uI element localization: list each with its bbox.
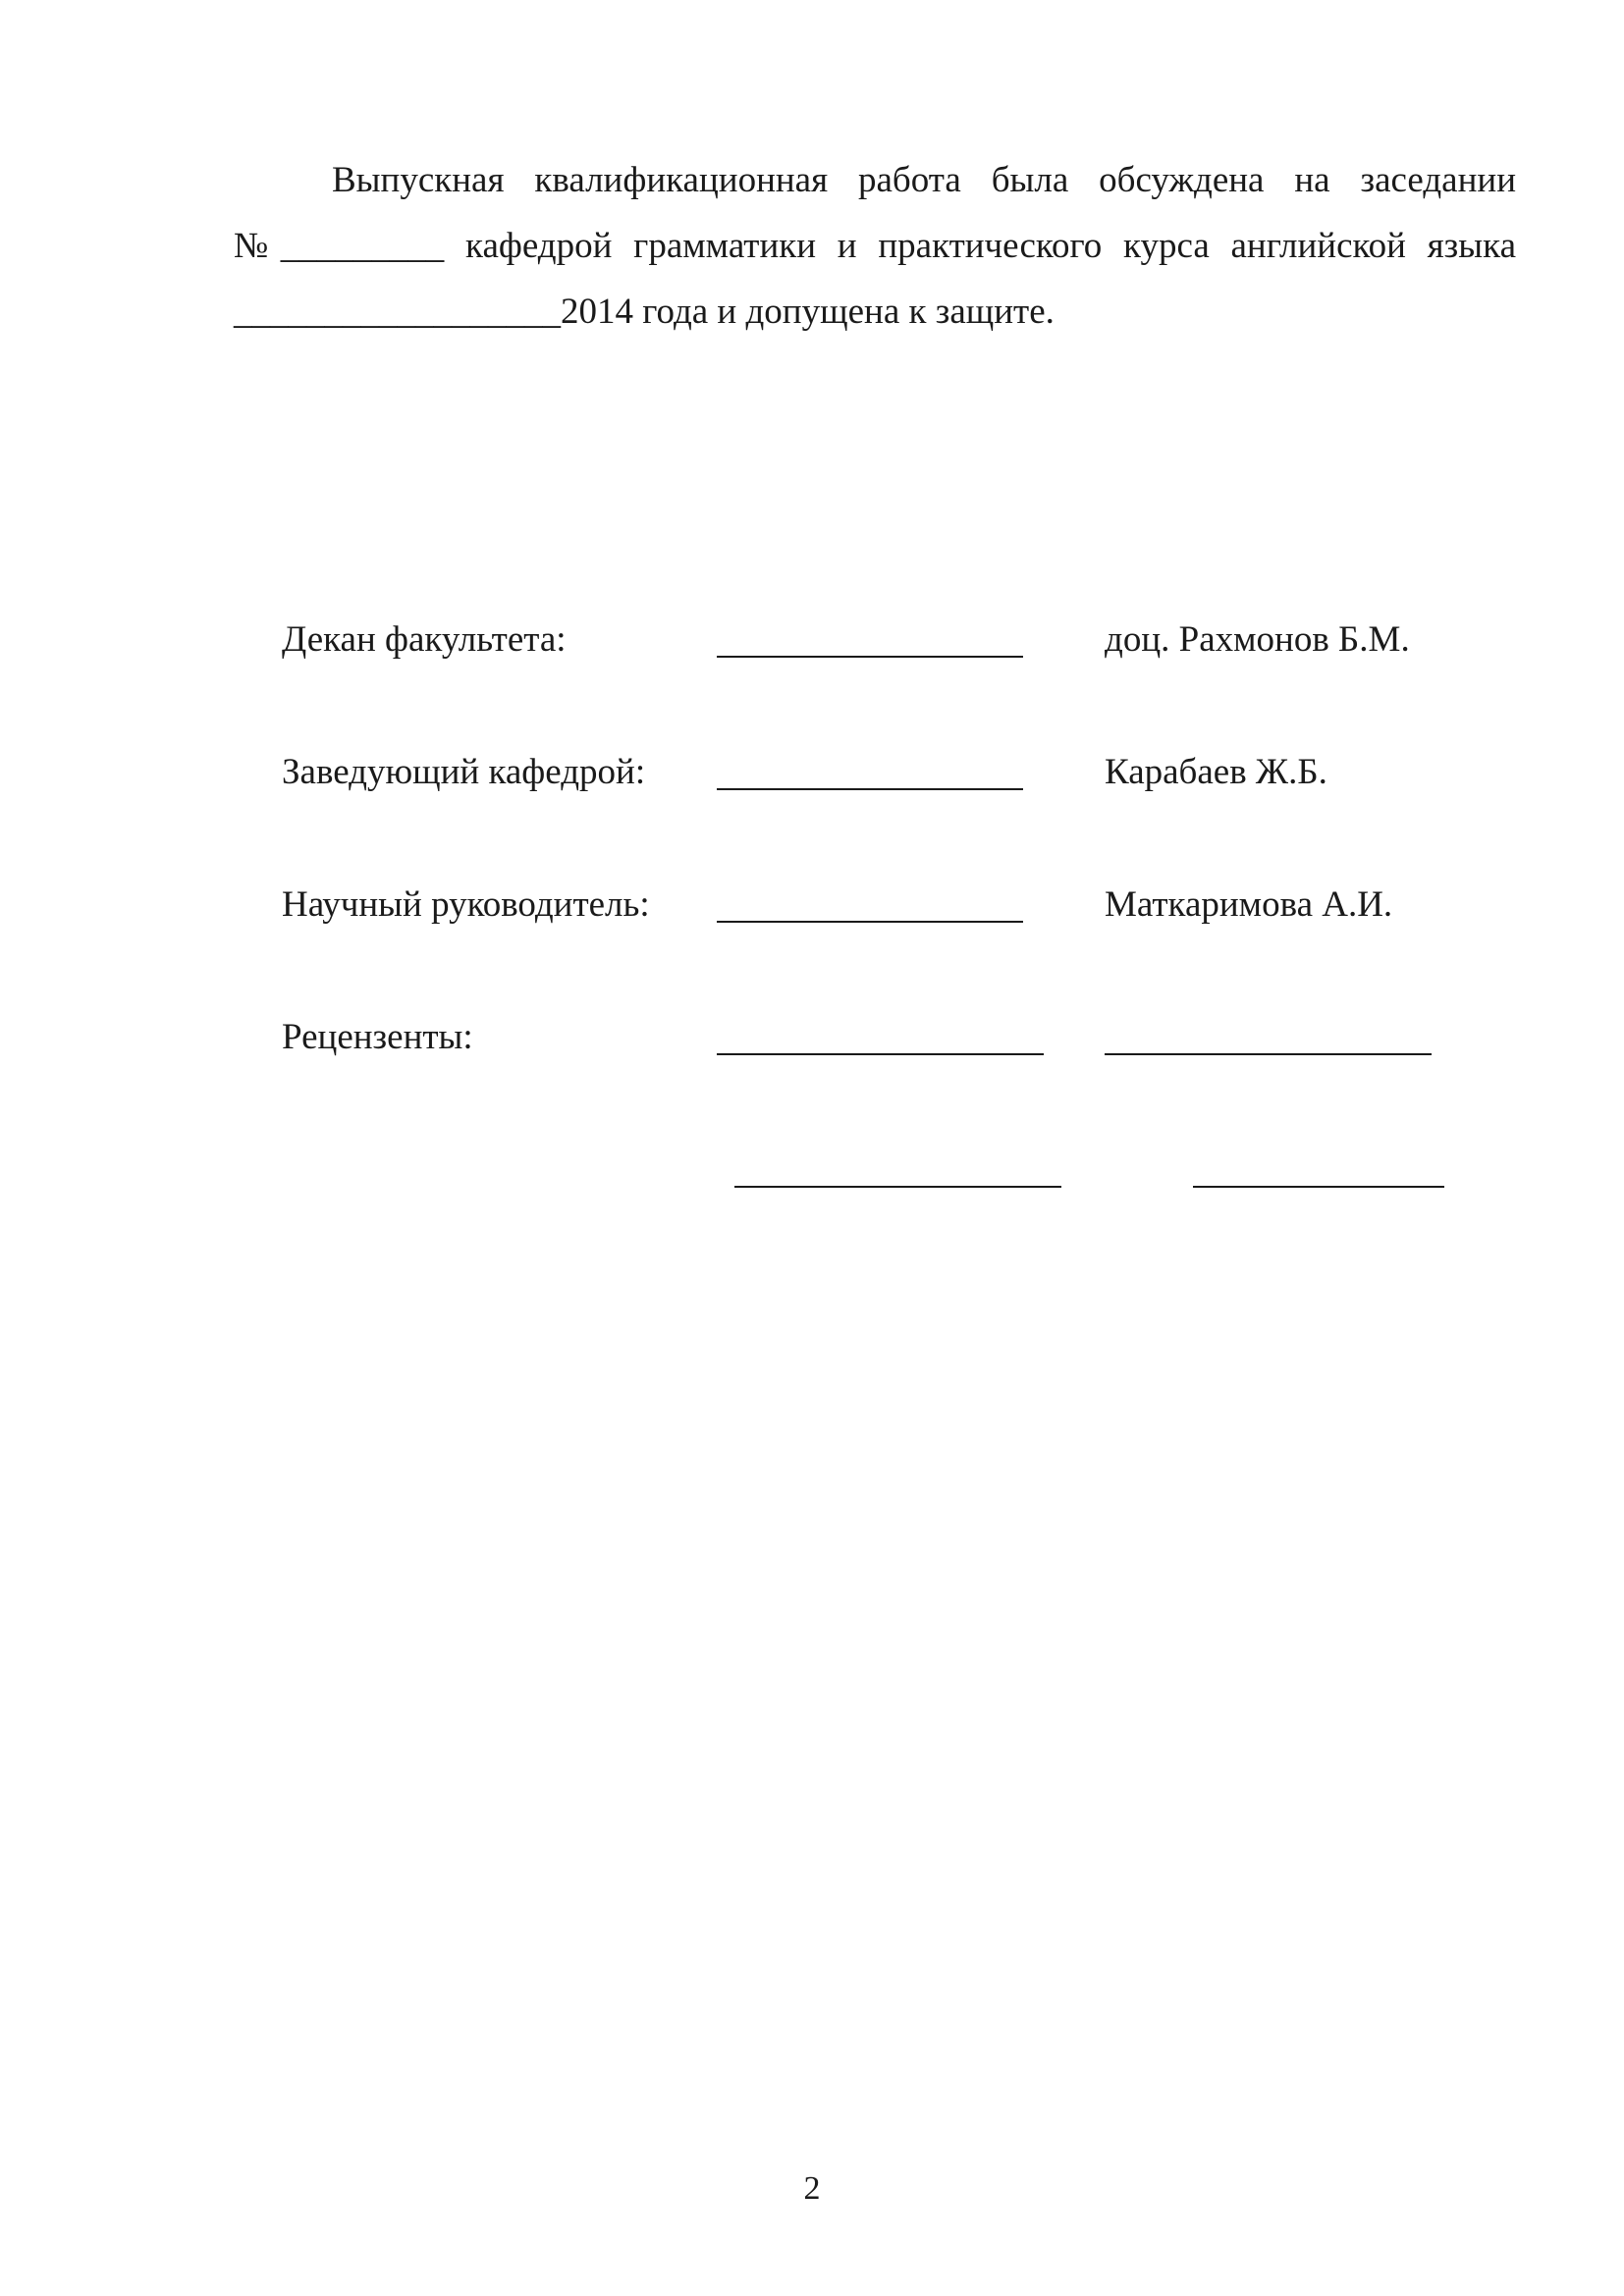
approval-paragraph bbox=[234, 147, 1516, 345]
reviewer-1-signature-line bbox=[717, 1053, 1044, 1055]
dean-signature-line bbox=[717, 656, 1023, 658]
head-signature-line bbox=[717, 788, 1023, 790]
supervisor-label: Научный руководитель: bbox=[282, 884, 650, 925]
supervisor-signature-line bbox=[717, 921, 1023, 923]
reviewers-label: Рецензенты: bbox=[282, 1017, 473, 1057]
reviewer-1-name-line bbox=[1105, 1053, 1432, 1055]
reviewer-2-signature-line bbox=[734, 1186, 1061, 1188]
dean-label: Декан факультета: bbox=[282, 619, 567, 660]
supervisor-name: Маткаримова А.И. bbox=[1105, 884, 1393, 925]
head-name: Карабаев Ж.Б. bbox=[1105, 752, 1327, 792]
dean-name: доц. Рахмонов Б.М. bbox=[1105, 619, 1410, 660]
page-number: 2 bbox=[803, 2170, 821, 2207]
reviewer-2-name-line bbox=[1193, 1186, 1444, 1188]
approval-text: Выпускная квалификационная работа была обсуждена на заседании №_________ кафедрой грамматики и практического курса английской языка __________________2014 года и допущена к защите. bbox=[234, 160, 1516, 332]
head-label: Заведующий кафедрой: bbox=[282, 752, 646, 792]
